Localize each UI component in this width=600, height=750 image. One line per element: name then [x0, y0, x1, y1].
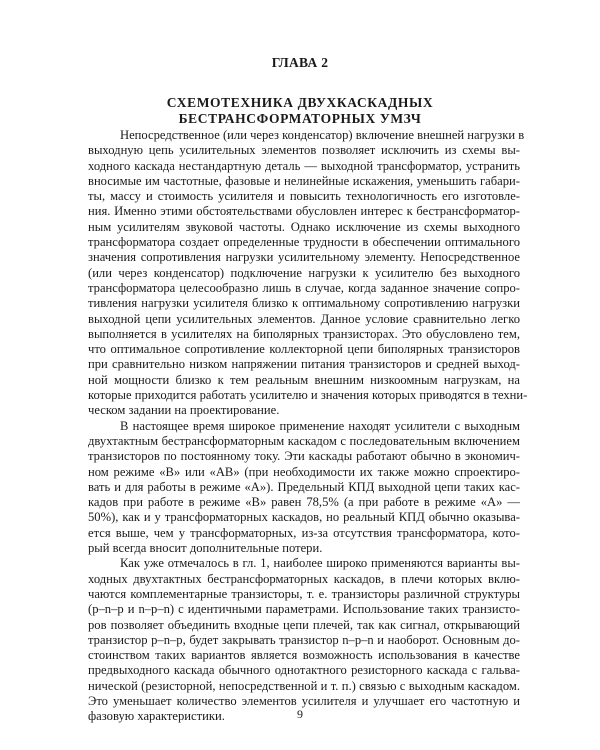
text-line: вносимые им частотные, фазовые и нелинейные искажения, уменьшить габари- [88, 173, 520, 188]
section-title-line: БЕСТРАНСФОРМАТОРНЫХ УМЗЧ [178, 111, 422, 126]
text-line: кадов при работе в режиме «B» равен 78,5% (а при работе в режиме «A» — [88, 495, 520, 510]
text-line: ется выше, чем у трансформаторных, из-за отсутствия трансформатора, кото- [88, 525, 520, 540]
paragraph [88, 419, 520, 557]
text-line: Как уже отмечалось в гл. 1, наиболее широко применяются варианты вы- [120, 556, 520, 571]
text-line: при сравнительно низком напряжении питания транзисторов и средней выход- [88, 357, 520, 372]
page-number: 9 [297, 707, 303, 721]
text-line: ров позволяет объединить входные цепи плечей, так как сигнал, открывающий [88, 617, 520, 632]
text-line: (или через конденсатор) подключение нагрузки к усилителю без выходного [88, 265, 520, 280]
text-line: (p–n–p и n–p–n) с идентичными параметрами. Использование таких транзисто- [88, 602, 520, 617]
chapter-heading: ГЛАВА 2 [271, 55, 329, 70]
text-line: ходных двухтактных бестрансформаторных каскадов, в плечи которых вклю- [88, 571, 520, 586]
text-line: 50%), как и у трансформаторных каскадов, но реальный КПД обычно оказыва- [88, 510, 520, 525]
text-line: ния. Именно этими обстоятельствами обусловлен интерес к бестрансформатор- [88, 204, 520, 219]
text-line: что оптимальное сопротивление коллекторной цепи биполярных транзисторов [88, 342, 520, 357]
text-line: ходного каскада нестандартную деталь — выходной трансформатор, устранить [88, 158, 520, 173]
text-line: вать и для работы в режиме «A»). Предельный КПД выходной цепи таких кас- [88, 479, 520, 494]
text-line: значения сопротивления нагрузки усилительному элементу. Непосредственное [88, 250, 520, 265]
paragraph [88, 556, 520, 724]
paragraph [88, 128, 528, 419]
text-line: ной мощности близко к тем реальным внешним низкоомным нагрузкам, на [88, 372, 520, 387]
text-line: нической (резисторной, непосредственной и т. п.) связью с выходным каскадом. [88, 678, 520, 693]
text-line: ческом задании на проектирование. [88, 403, 280, 418]
text-line: В настоящее время широкое применение находят усилители с выходным [120, 418, 520, 433]
text-line: двухтактным бестрансформаторным каскадом с последовательным включением [88, 433, 520, 448]
text-line: рый всегда вносит дополнительные потери. [88, 541, 323, 556]
text-line: трансформатора целесообразно лишь в случае, когда заданное значение сопро- [88, 280, 520, 295]
text-line: транзисторов по постоянному току. Эти каскады работают обычно в экономич- [88, 449, 520, 464]
text-line: трансформатора создает определенные трудности в обеспечении оптимального [88, 235, 520, 250]
text-line: ты, массу и стоимость усилителя и повысить технологичность его изготовле- [88, 189, 520, 204]
text-line: транзистор p–n–p, будет закрывать транзистор n–p–n и наоборот. Основным до- [88, 632, 520, 647]
text-line: тивления нагрузки усилителя близко к оптимальному сопротивлению нагрузки [88, 296, 520, 311]
text-line: выполняется в усилителях на биполярных транзисторах. Это обусловлено тем, [88, 326, 520, 341]
section-title [0, 95, 600, 127]
text-line: которые приходится работать усилителю и значения которых приводятся в техни- [88, 388, 528, 403]
text-line: выходную цепь усилительных элементов позволяет исключить из схемы вы- [88, 143, 520, 158]
text-line: фазовую характеристики. [88, 709, 225, 724]
text-line: выходной цепи усилительных элементов. Данное условие сравнительно легко [88, 311, 520, 326]
body-text [88, 128, 528, 725]
text-line: ным усилителям звуковой частоты. Однако исключение из схемы выходного [88, 219, 520, 234]
text-line: ном режиме «B» или «AB» (при необходимости их также можно спроектиро- [88, 464, 520, 479]
text-line: Это уменьшает количество элементов усилителя и улучшает его частотную и [88, 693, 520, 708]
text-line: Непосредственное (или через конденсатор) включение внешней нагрузки в [120, 128, 525, 142]
section-title-line: СХЕМОТЕХНИКА ДВУХКАСКАДНЫХ [166, 95, 434, 110]
text-line: стоинством таких вариантов является возможность использования в качестве [88, 648, 520, 663]
text-line: чаются комплементарные транзисторы, т. е. транзисторы различной структуры [88, 586, 520, 601]
text-line: предвыходного каскада обычного однотактного резисторного каскада с гальва- [88, 663, 520, 678]
